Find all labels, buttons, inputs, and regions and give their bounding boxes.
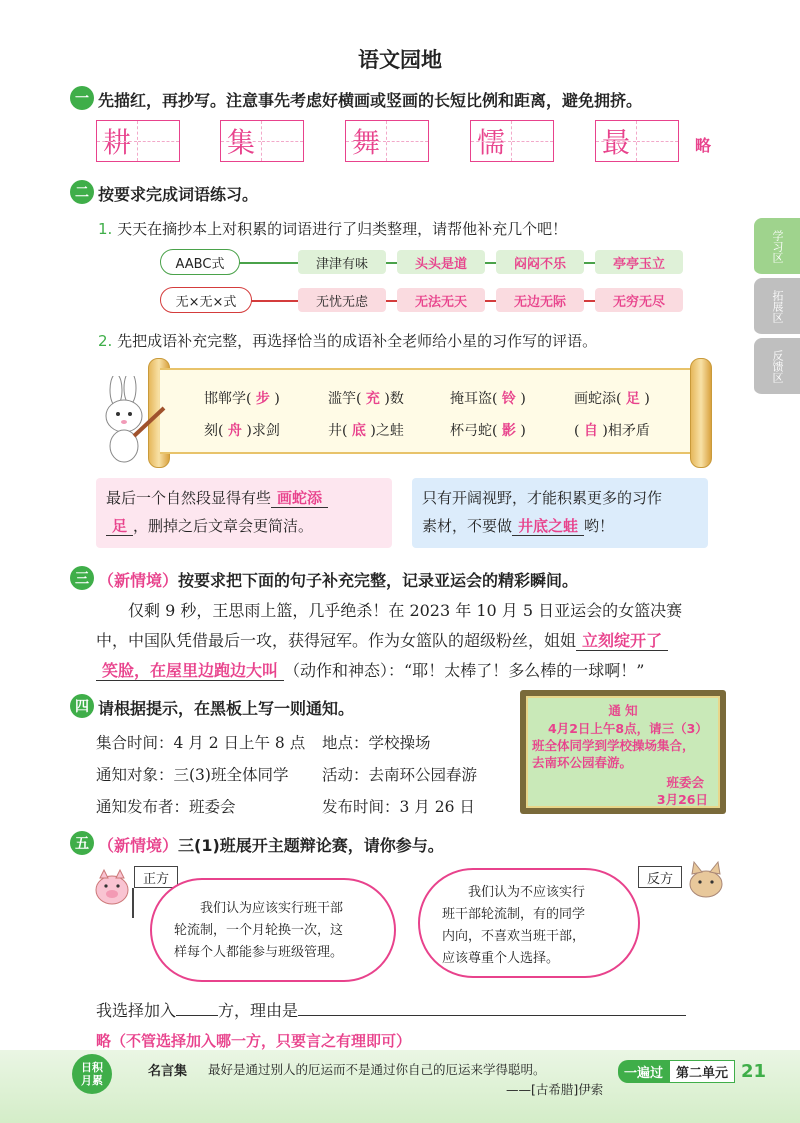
info-pubtime: 发布时间：3 月 26 日 — [322, 798, 475, 816]
char-grid-4 — [470, 120, 554, 162]
word-chip-answer: 头头是道 — [397, 250, 485, 274]
section-1-instruction: 先描红，再抄写。注意事先考虑好横画或竖画的长短比例和距离，避免拥挤。 — [98, 91, 643, 110]
aabc-label: AABC式 — [160, 249, 240, 275]
footer-brand-bar — [618, 1060, 766, 1082]
section-3-number: 三 — [70, 566, 94, 590]
section-5-answer: 略（不管选择加入哪一方，只要言之有理即可） — [96, 1032, 412, 1050]
section-1-answer: 略 — [695, 136, 712, 155]
cat-icon — [684, 860, 728, 900]
word-chip: 津津有味 — [298, 250, 386, 274]
question-2-2: 2. 先把成语补充完整，再选择恰当的成语补全老师给小星的习作写的评语。 — [98, 332, 598, 350]
trace-char: 集 — [221, 121, 262, 161]
idiom-8: ( 自 )相矛盾 — [574, 423, 650, 439]
badge: 日积 月累 — [72, 1054, 112, 1094]
idiom-5: 刻( 舟 )求剑 — [204, 423, 280, 439]
char-grid-1 — [96, 120, 180, 162]
section-2-number: 二 — [70, 180, 94, 204]
trace-char: 耕 — [97, 121, 138, 161]
char-grid-3 — [345, 120, 429, 162]
section-3-paragraph: 仅剩 9 秒，王思雨上篮，几乎绝杀！在 2023 年 10 月 5 日亚运会的女篮决赛 中，中国队凭借最后一攻，获得冠军。作为女篮队的超级粉丝，姐姐 立刻绽开了 笑脸，在屋里边跑边大叫 （动作和神态）：“耶！太棒了！多么棒的一球啊！” — [96, 601, 683, 680]
tab-feedback[interactable]: 反馈区 — [754, 338, 800, 396]
notice-sign: 班委会 — [666, 775, 704, 790]
page-title: 语文园地 — [358, 48, 442, 72]
question-2-1: 1. 天天在摘抄本上对积累的词语进行了归类整理，请帮他补充几个吧！ — [98, 220, 568, 238]
info-publisher: 通知发布者：班委会 — [96, 798, 236, 816]
section-2-instruction: 按要求完成词语练习。 — [98, 185, 259, 204]
notice-date: 3月26日 — [656, 792, 708, 807]
idiom-1: 邯郸学( 步 ) — [204, 391, 280, 407]
pig-icon — [92, 868, 136, 908]
reason-blank[interactable] — [298, 1015, 686, 1016]
word-chip-answer: 无穷无尽 — [595, 288, 683, 312]
section-5-heading: （新情境）三(1)班展开主题辩论赛，请你参与。 — [98, 836, 444, 855]
page-number: 21 — [741, 1060, 767, 1082]
notice-line: 班全体同学到学校操场集合， — [532, 738, 695, 753]
word-chip-answer: 无法无天 — [397, 288, 485, 312]
trace-char: 舞 — [346, 121, 387, 161]
info-time: 集合时间：4 月 2 日上午 8 点 — [96, 734, 306, 752]
info-target: 通知对象：三(3)班全体同学 — [96, 766, 289, 784]
brand: 一遍过 — [618, 1060, 669, 1083]
word-chip-answer: 亭亭玉立 — [595, 250, 683, 274]
wuxwu-label: 无×无×式 — [160, 287, 252, 313]
notice-line: 4月2日上午8点，请三（3） — [548, 721, 708, 736]
section-4-number: 四 — [70, 694, 94, 718]
char-grid-2 — [220, 120, 304, 162]
comment-box-1: 最后一个自然段显得有些 画蛇添 足 ，删掉之后文章会更简洁。 — [96, 478, 392, 548]
tab-extend[interactable]: 拓展区 — [754, 278, 800, 336]
idiom-6: 井( 底 )之蛙 — [328, 423, 404, 439]
idiom-7: 杯弓蛇( 影 ) — [450, 423, 526, 439]
char-grid-5 — [595, 120, 679, 162]
trace-char: 懦 — [471, 121, 512, 161]
section-5-number: 五 — [70, 831, 94, 855]
con-argument-bubble: 我们认为不应该实行 班干部轮流制，有的同学 内向，不喜欢当班干部， 应该尊重个人选择。 — [418, 868, 640, 978]
scroll-roller-right — [690, 358, 712, 468]
idiom-3: 掩耳盗( 铃 ) — [450, 391, 526, 407]
info-place: 地点：学校操场 — [322, 734, 431, 752]
choose-line: 我选择加入 方，理由是 — [96, 998, 686, 1021]
rabbit-icon — [96, 376, 166, 466]
sign-pole — [132, 888, 134, 918]
pro-argument-bubble: 我们认为应该实行班干部 轮流制，一个月轮换一次，这 样每个人都能参与班级管理。 — [150, 878, 396, 982]
section-1-number: 一 — [70, 86, 94, 110]
idiom-2: 滥竽( 充 )数 — [328, 391, 404, 407]
side-blank[interactable] — [176, 1015, 218, 1016]
footer-source: ——[古希腊]伊索 — [506, 1082, 604, 1097]
notice-title: 通 知 — [608, 703, 638, 718]
trace-char: 最 — [596, 121, 637, 161]
info-activity: 活动：去南环公园春游 — [322, 766, 478, 784]
idiom-4: 画蛇添( 足 ) — [574, 391, 650, 407]
word-chip: 无忧无虑 — [298, 288, 386, 312]
comment-box-2: 只有开阔视野，才能积累更多的习作 素材，不要做 井底之蛙 哟！ — [412, 478, 708, 548]
footer — [0, 1050, 800, 1123]
blackboard — [520, 690, 726, 814]
section-3-heading: （新情境）按要求把下面的句子补充完整，记录亚运会的精彩瞬间。 — [98, 571, 579, 590]
word-chip-answer: 闷闷不乐 — [496, 250, 584, 274]
tab-study[interactable]: 学习区 — [754, 218, 800, 276]
pro-side-sign: 正方 — [134, 866, 178, 888]
unit-label: 第二单元 — [669, 1060, 735, 1083]
idiom-scroll — [160, 368, 700, 454]
notice-line: 去南环公园春游。 — [532, 755, 633, 770]
word-chip-answer: 无边无际 — [496, 288, 584, 312]
footer-quote: 最好是通过别人的厄运而不是通过你自己的厄运来学得聪明。 — [208, 1062, 546, 1077]
footer-label: 名言集 — [148, 1064, 188, 1079]
section-4-instruction: 请根据提示，在黑板上写一则通知。 — [98, 699, 355, 718]
con-side-sign: 反方 — [638, 866, 682, 888]
